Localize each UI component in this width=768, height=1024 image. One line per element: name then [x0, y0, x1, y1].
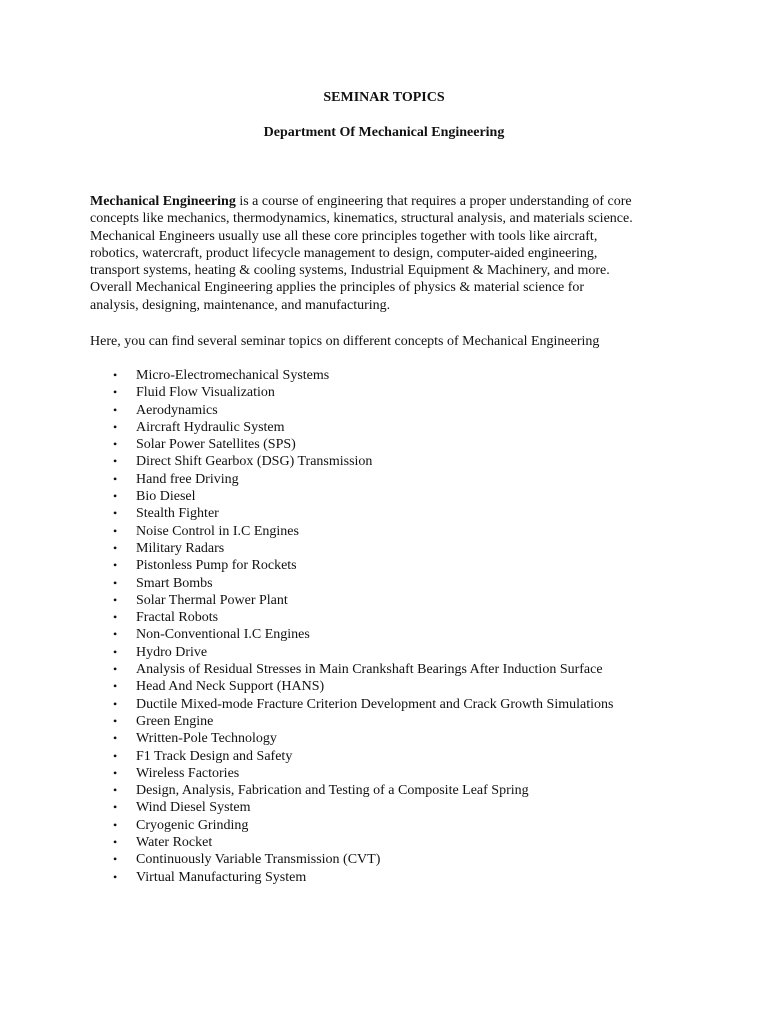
list-item-label: Head And Neck Support (HANS)	[136, 679, 325, 695]
bullet-icon: •	[113, 558, 118, 573]
bullet-icon: •	[113, 713, 118, 728]
bullet-icon: •	[113, 437, 118, 452]
bullet-icon: •	[113, 627, 118, 642]
bullet-icon: •	[113, 610, 118, 625]
bullet-icon: •	[113, 679, 118, 694]
list-item-label: Fractal Robots	[136, 610, 219, 626]
list-item-label: Ductile Mixed-mode Fracture Criterion Development and Crack Growth Simulations	[136, 696, 614, 712]
list-item-label: Written-Pole Technology	[136, 731, 277, 747]
list-item-label: Solar Power Satellites (SPS)	[136, 437, 296, 453]
bullet-icon: •	[113, 402, 118, 417]
intro-line	[90, 193, 690, 210]
bullet-icon: •	[113, 835, 118, 850]
intro-bold-term: Mechanical Engineering	[90, 194, 236, 209]
intro-line: analysis, designing, maintenance, and manufacturing.	[90, 297, 391, 313]
list-item-label: Wind Diesel System	[136, 800, 251, 816]
intro-line: transport systems, heating & cooling systems, Industrial Equipment & Machinery, and more.	[90, 263, 610, 279]
intro-line: robotics, watercraft, product lifecycle management to design, computer-aided engineering,	[90, 245, 598, 261]
list-item-label: Cryogenic Grinding	[136, 817, 249, 833]
bullet-icon: •	[113, 471, 118, 486]
list-item-label: Non-Conventional I.C Engines	[136, 627, 310, 643]
bullet-icon: •	[113, 869, 118, 884]
bullet-icon: •	[113, 419, 118, 434]
intro-line: Overall Mechanical Engineering applies the principles of physics & material science for	[90, 280, 585, 296]
bullet-icon: •	[113, 748, 118, 763]
list-item-label: Design, Analysis, Fabrication and Testing of a Composite Leaf Spring	[136, 783, 529, 799]
document-subtitle: Department Of Mechanical Engineering	[263, 125, 505, 140]
bullet-icon: •	[113, 662, 118, 677]
list-item-label: Aircraft Hydraulic System	[136, 419, 285, 435]
list-item-label: Pistonless Pump for Rockets	[136, 558, 297, 574]
bullet-icon: •	[113, 817, 118, 832]
bullet-icon: •	[113, 540, 118, 555]
bullet-icon: •	[113, 385, 118, 400]
bullet-icon: •	[113, 731, 118, 746]
bullet-icon: •	[113, 523, 118, 538]
bullet-icon: •	[113, 506, 118, 521]
bullet-icon: •	[113, 783, 118, 798]
document-title: SEMINAR TOPICS	[323, 90, 445, 105]
bullet-icon: •	[113, 644, 118, 659]
bullet-icon: •	[113, 575, 118, 590]
list-item-label: Virtual Manufacturing System	[136, 869, 307, 885]
list-item-label: Stealth Fighter	[136, 506, 219, 522]
list-item-label: Water Rocket	[136, 835, 213, 851]
list-item-label: Military Radars	[136, 540, 225, 556]
list-item-label: F1 Track Design and Safety	[136, 748, 293, 764]
bullet-icon: •	[113, 765, 118, 780]
intro-line: concepts like mechanics, thermodynamics, kinematics, structural analysis, and materials science.	[90, 211, 633, 227]
bullet-icon: •	[113, 592, 118, 607]
bullet-icon: •	[113, 454, 118, 469]
topics-lead-sentence: Here, you can find several seminar topics on different concepts of Mechanical Engineering	[90, 334, 600, 349]
list-item-label: Micro-Electromechanical Systems	[136, 368, 330, 383]
list-item-label: Direct Shift Gearbox (DSG) Transmission	[136, 454, 373, 470]
list-item-label: Hydro Drive	[136, 644, 208, 660]
bullet-icon: •	[113, 489, 118, 504]
list-item-label: Green Engine	[136, 713, 214, 729]
list-item-label: Fluid Flow Visualization	[136, 385, 275, 401]
bullet-icon: •	[113, 852, 118, 867]
list-item-label: Solar Thermal Power Plant	[136, 592, 288, 608]
list-item-label: Analysis of Residual Stresses in Main Crankshaft Bearings After Induction Surface	[136, 662, 603, 678]
bullet-icon: •	[113, 800, 118, 815]
list-item-label: Wireless Factories	[136, 765, 240, 781]
list-item-label: Hand free Driving	[136, 471, 239, 487]
list-item-label: Smart Bombs	[136, 575, 213, 591]
intro-paragraph	[90, 193, 690, 314]
bullet-icon: •	[113, 368, 118, 382]
bullet-icon: •	[113, 696, 118, 711]
list-item-label: Bio Diesel	[136, 489, 196, 505]
list-item-label: Noise Control in I.C Engines	[136, 523, 299, 539]
list-item-label: Aerodynamics	[136, 402, 218, 418]
intro-line: Mechanical Engineers usually use all these core principles together with tools like aircraft,	[90, 228, 598, 244]
list-item-label: Continuously Variable Transmission (CVT)	[136, 852, 381, 868]
intro-line-text: is a course of engineering that requires a proper understanding of core	[235, 194, 632, 209]
